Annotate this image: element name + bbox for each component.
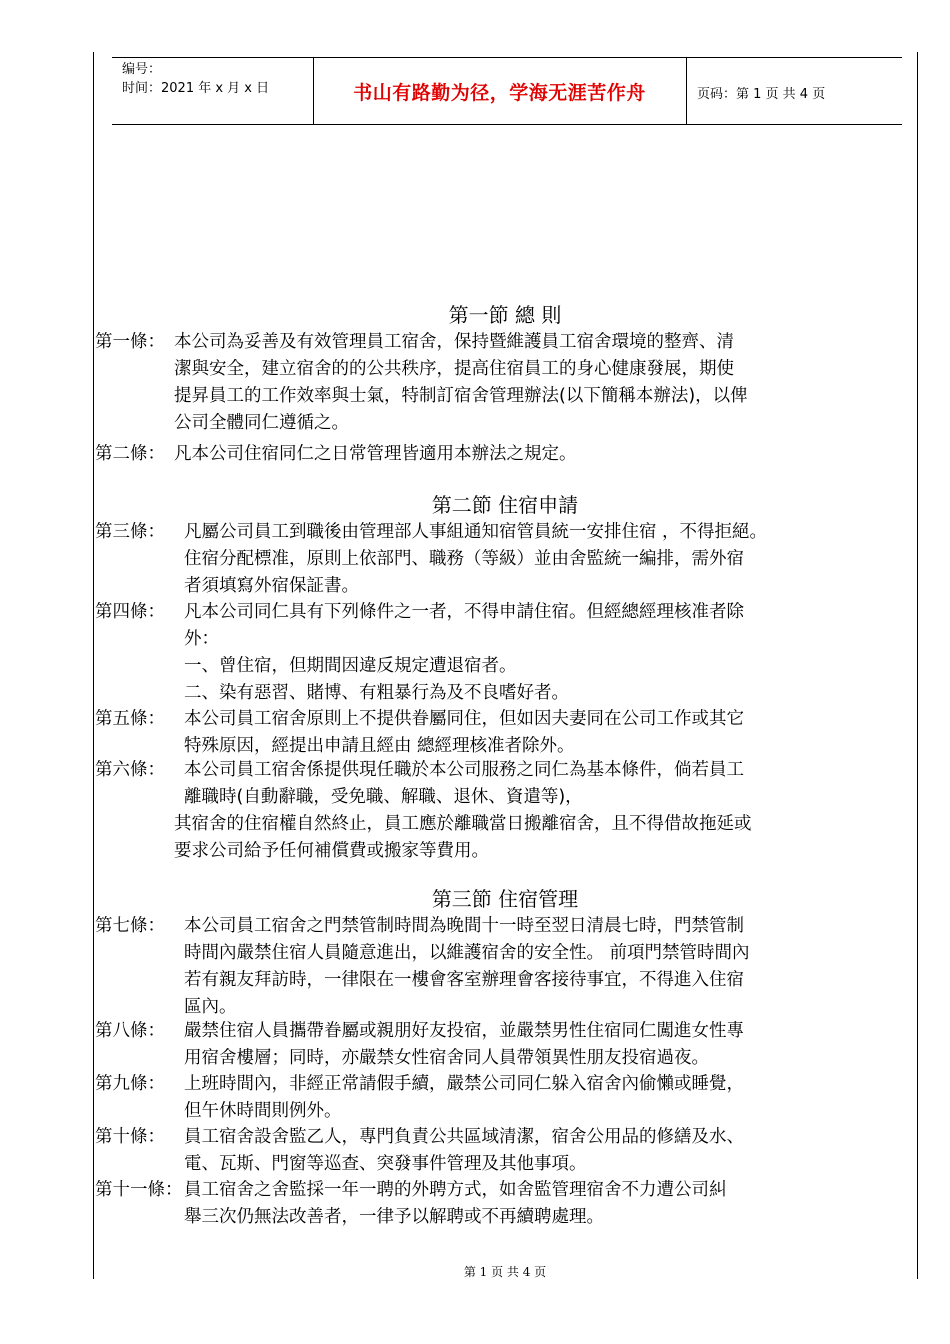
article-line: 凡本公司住宿同仁之日常管理皆適用本辦法之規定。 bbox=[174, 444, 577, 464]
article-line: 外： bbox=[184, 629, 219, 649]
article-label: 第三條： bbox=[95, 522, 165, 542]
footer-page-number: 第 1 页 共 4 页 bbox=[463, 1265, 547, 1279]
header-date: 时间：2021 年 x 月 x 日 bbox=[122, 81, 270, 96]
article-line: 本公司員工宿舍原則上不提供眷屬同住，但如因夫妻同在公司工作或其它 bbox=[184, 709, 744, 729]
article-line: 區內。 bbox=[184, 997, 237, 1017]
header-divider bbox=[686, 57, 687, 124]
section-title-general: 第一節 總 則 bbox=[448, 303, 562, 327]
article-line: 電、瓦斯、門窗等巡查、突發事件管理及其他事項。 bbox=[184, 1154, 587, 1174]
article-line: 員工宿舍設舍監乙人，專門負責公共區域清潔，宿舍公用品的修繕及水、 bbox=[184, 1127, 744, 1147]
article-label: 第十條： bbox=[95, 1127, 165, 1147]
page-border-left bbox=[93, 52, 94, 1279]
article-label: 第九條： bbox=[95, 1074, 165, 1094]
article-line: 本公司員工宿舍之門禁管制時間為晚間十一時至翌日清晨七時，門禁管制 bbox=[184, 916, 744, 936]
article-line: 本公司為妥善及有效管理員工宿舍，保持暨維護員工宿舍環境的整齊、清 bbox=[174, 332, 734, 352]
article-line: 員工宿舍之舍監採一年一聘的外聘方式，如舍監管理宿舍不力遭公司糾 bbox=[184, 1180, 727, 1200]
header-rule-bottom bbox=[112, 124, 902, 125]
article-line: 凡本公司同仁具有下列條件之一者，不得申請住宿。但經總經理核准者除 bbox=[184, 602, 744, 622]
article-line: 時間內嚴禁住宿人員隨意進出，以維護宿舍的安全性。 前項門禁管時間內 bbox=[184, 943, 750, 963]
article-label: 第八條： bbox=[95, 1021, 165, 1041]
article-label: 第十一條： bbox=[95, 1180, 183, 1200]
article-line: 上班時間內，非經正常請假手續，嚴禁公司同仁躲入宿舍內偷懶或睡覺， bbox=[184, 1074, 744, 1094]
article-line: 嚴禁住宿人員攜帶眷屬或親朋好友投宿，並嚴禁男性住宿同仁闖進女性專 bbox=[184, 1021, 744, 1041]
article-label: 第五條： bbox=[95, 709, 165, 729]
header-rule-top bbox=[112, 57, 902, 58]
article-label: 第六條： bbox=[95, 760, 165, 780]
article-line: 二、染有惡習、賭博、有粗暴行為及不良嗜好者。 bbox=[184, 683, 569, 703]
article-line: 若有親友拜訪時，一律限在一樓會客室辦理會客接待事宜，不得進入住宿 bbox=[184, 970, 744, 990]
article-line: 舉三次仍無法改善者，一律予以解聘或不再續聘處理。 bbox=[184, 1207, 604, 1227]
header-meta bbox=[122, 60, 269, 98]
article-line: 潔與安全，建立宿舍的的公共秩序，提高住宿員工的身心健康發展，期使 bbox=[174, 359, 734, 379]
article-label: 第七條： bbox=[95, 916, 165, 936]
section-title-application: 第二節 住宿申請 bbox=[431, 493, 579, 517]
article-line: 提昇員工的工作效率與士氣，特制訂宿舍管理辦法(以下簡稱本辦法)，以俾 bbox=[174, 386, 748, 406]
header-motto: 书山有路勤为径，学海无涯苦作舟 bbox=[353, 82, 646, 104]
article-line: 其宿舍的住宿權自然終止，員工應於離職當日搬離宿舍，且不得借故拖延或 bbox=[174, 814, 752, 834]
section-title-management: 第三節 住宿管理 bbox=[431, 887, 579, 911]
article-line: 要求公司給予任何補償費或搬家等費用。 bbox=[174, 841, 489, 861]
article-label: 第二條： bbox=[95, 444, 165, 464]
article-line: 離職時(自動辭職，受免職、解職、退休、資遣等)， bbox=[184, 787, 583, 807]
header-page-info: 页码：第 1 页 共 4 页 bbox=[697, 87, 826, 102]
article-line: 者須填寫外宿保証書。 bbox=[184, 576, 359, 596]
article-line: 特殊原因，經提出申請且經由 總經理核准者除外。 bbox=[184, 736, 575, 756]
article-line: 公司全體同仁遵循之。 bbox=[174, 413, 349, 433]
article-line: 用宿舍樓層；同時，亦嚴禁女性宿舍同人員帶領異性朋友投宿過夜。 bbox=[184, 1048, 709, 1068]
article-label: 第四條： bbox=[95, 602, 165, 622]
article-line: 本公司員工宿舍係提供現任職於本公司服務之同仁為基本條件，倘若員工 bbox=[184, 760, 744, 780]
article-line: 凡屬公司員工到職後由管理部人事組通知宿管員統一安排住宿 ，不得拒絕。 bbox=[184, 522, 768, 542]
article-line: 一、曾住宿，但期間因違反規定遭退宿者。 bbox=[184, 656, 517, 676]
article-label: 第一條： bbox=[95, 332, 165, 352]
header-number-label: 编号： bbox=[122, 62, 162, 77]
article-line: 住宿分配標准，原則上依部門、職務（等級）並由舍監統一編排，需外宿 bbox=[184, 549, 744, 569]
article-line: 但午休時間則例外。 bbox=[184, 1101, 342, 1121]
